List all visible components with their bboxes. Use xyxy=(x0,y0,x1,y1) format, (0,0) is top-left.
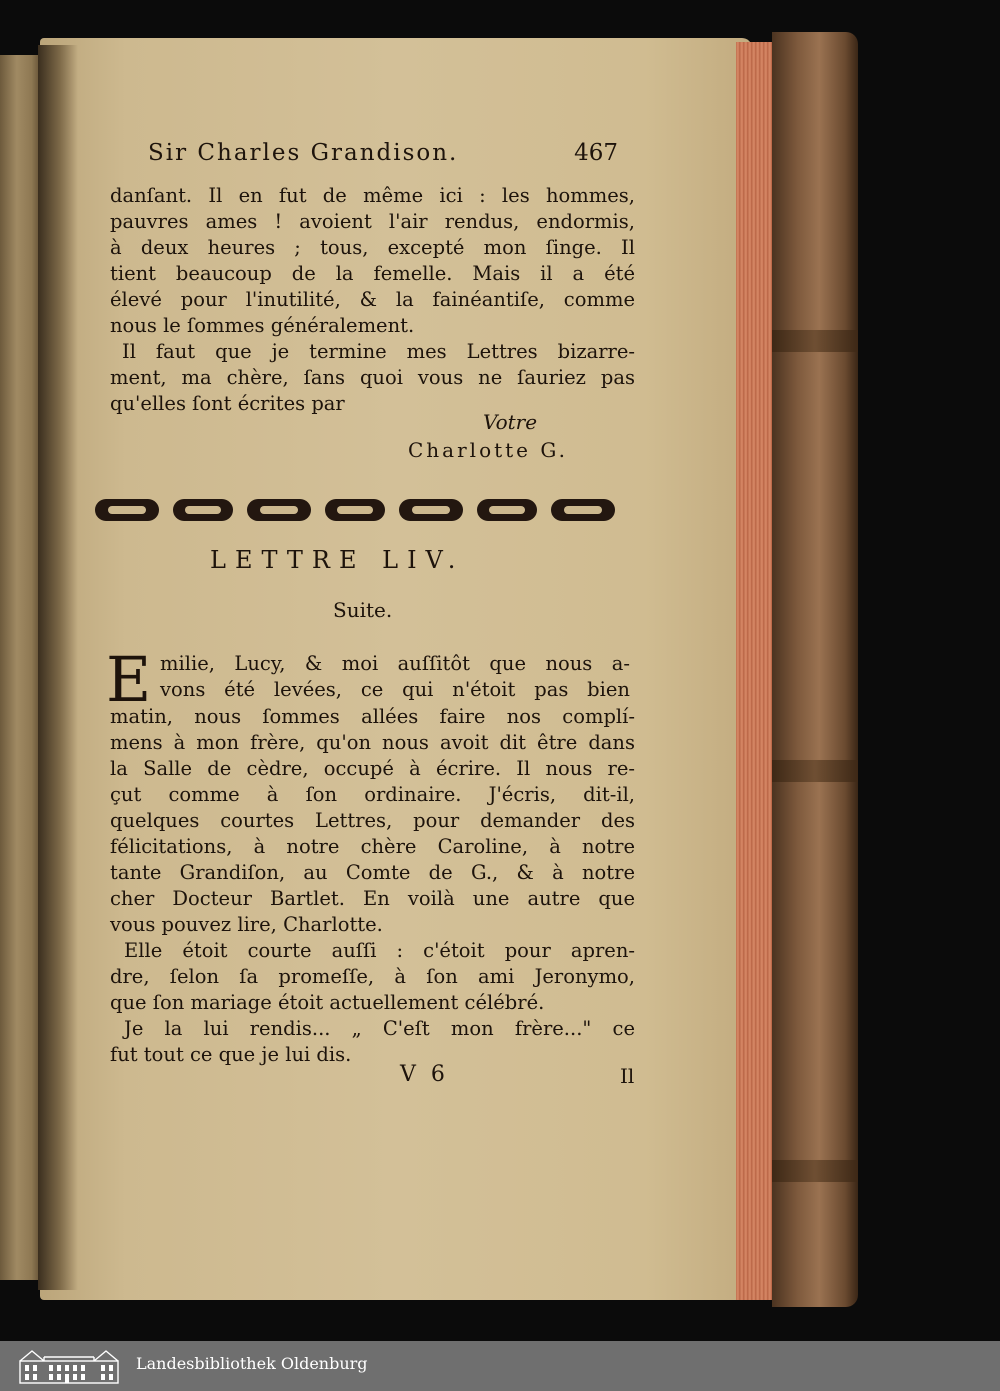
text-line: la Salle de cèdre, occupé à écrire. Il nous re- xyxy=(110,757,635,780)
text-line: dre, ſelon ſa promeſſe, à ſon ami Jeronymo, xyxy=(110,965,635,988)
text-line: qu'elles ſont écrites par xyxy=(110,392,345,415)
text-line: ment, ma chère, ſans quoi vous ne ſauriez pas xyxy=(110,366,635,389)
page-gutter xyxy=(38,45,78,1290)
signoff-name: Charlotte G. xyxy=(408,438,568,462)
text-line: mens à mon frère, qu'on nous avoit dit être dans xyxy=(110,731,635,754)
text-line: milie, Lucy, & moi auſſitôt que nous a- xyxy=(160,652,630,675)
ornament-piece xyxy=(399,499,463,521)
ornament-piece xyxy=(247,499,311,521)
text-line: félicitations, à notre chère Caroline, à notre xyxy=(110,835,635,858)
catchword: Il xyxy=(620,1064,635,1088)
text-line: Je la lui rendis... „ C'eſt mon frère..." ce xyxy=(124,1017,635,1040)
text-line: çut comme à ſon ordinaire. J'écris, dit-il, xyxy=(110,783,635,806)
signoff-votre: Votre xyxy=(483,410,538,434)
signature-mark: V 6 xyxy=(400,1062,449,1087)
footer-bar xyxy=(0,1341,1000,1391)
text-line: fut tout ce que je lui dis. xyxy=(110,1043,352,1066)
running-head-title: Sir Charles Grandison. xyxy=(148,140,459,166)
library-logo-icon xyxy=(18,1347,120,1385)
text-line: pauvres ames ! avoient l'air rendus, endormis, xyxy=(110,210,635,233)
page-number: 467 xyxy=(574,140,618,166)
text-line: vous pouvez lire, Charlotte. xyxy=(110,913,383,936)
text-line: nous le ſommes généralement. xyxy=(110,314,415,337)
ornament-piece xyxy=(551,499,615,521)
cover-band xyxy=(772,760,858,782)
text-line: à deux heures ; tous, excepté mon ſinge. Il xyxy=(110,236,635,259)
cover-band xyxy=(772,330,858,352)
cover-band xyxy=(772,1160,858,1182)
text-line: danſant. Il en fut de même ici : les hommes, xyxy=(110,184,635,207)
ornament-piece xyxy=(325,499,385,521)
ornament-piece xyxy=(173,499,233,521)
text-line: Elle étoit courte auſſi : c'étoit pour apren- xyxy=(124,939,635,962)
ornament-piece xyxy=(95,499,159,521)
letter-title: LETTRE LIV. xyxy=(210,546,465,574)
ornament-piece xyxy=(477,499,537,521)
drop-cap: E xyxy=(106,643,152,716)
running-head xyxy=(148,140,618,166)
library-name[interactable]: Landesbibliothek Oldenburg xyxy=(136,1354,368,1373)
text-line: quelques courtes Lettres, pour demander des xyxy=(110,809,635,832)
book-cover xyxy=(772,32,858,1307)
text-line: que ſon mariage étoit actuellement célébré. xyxy=(110,991,545,1014)
adjacent-page-edge xyxy=(0,55,42,1280)
text-line: tante Grandiſon, au Comte de G., & à notre xyxy=(110,861,635,884)
text-line: tient beaucoup de la femelle. Mais il a été xyxy=(110,262,635,285)
ornament-rule xyxy=(95,495,615,525)
text-line: élevé pour l'inutilité, & la fainéantiſe, comme xyxy=(110,288,635,311)
text-line: cher Docteur Bartlet. En voilà une autre que xyxy=(110,887,635,910)
text-line: vons été levées, ce qui n'étoit pas bien xyxy=(160,678,630,701)
text-line: Il faut que je termine mes Lettres bizarre- xyxy=(122,340,635,363)
text-line: matin, nous ſommes allées faire nos complí- xyxy=(110,705,635,728)
letter-subtitle: Suite. xyxy=(333,598,393,622)
